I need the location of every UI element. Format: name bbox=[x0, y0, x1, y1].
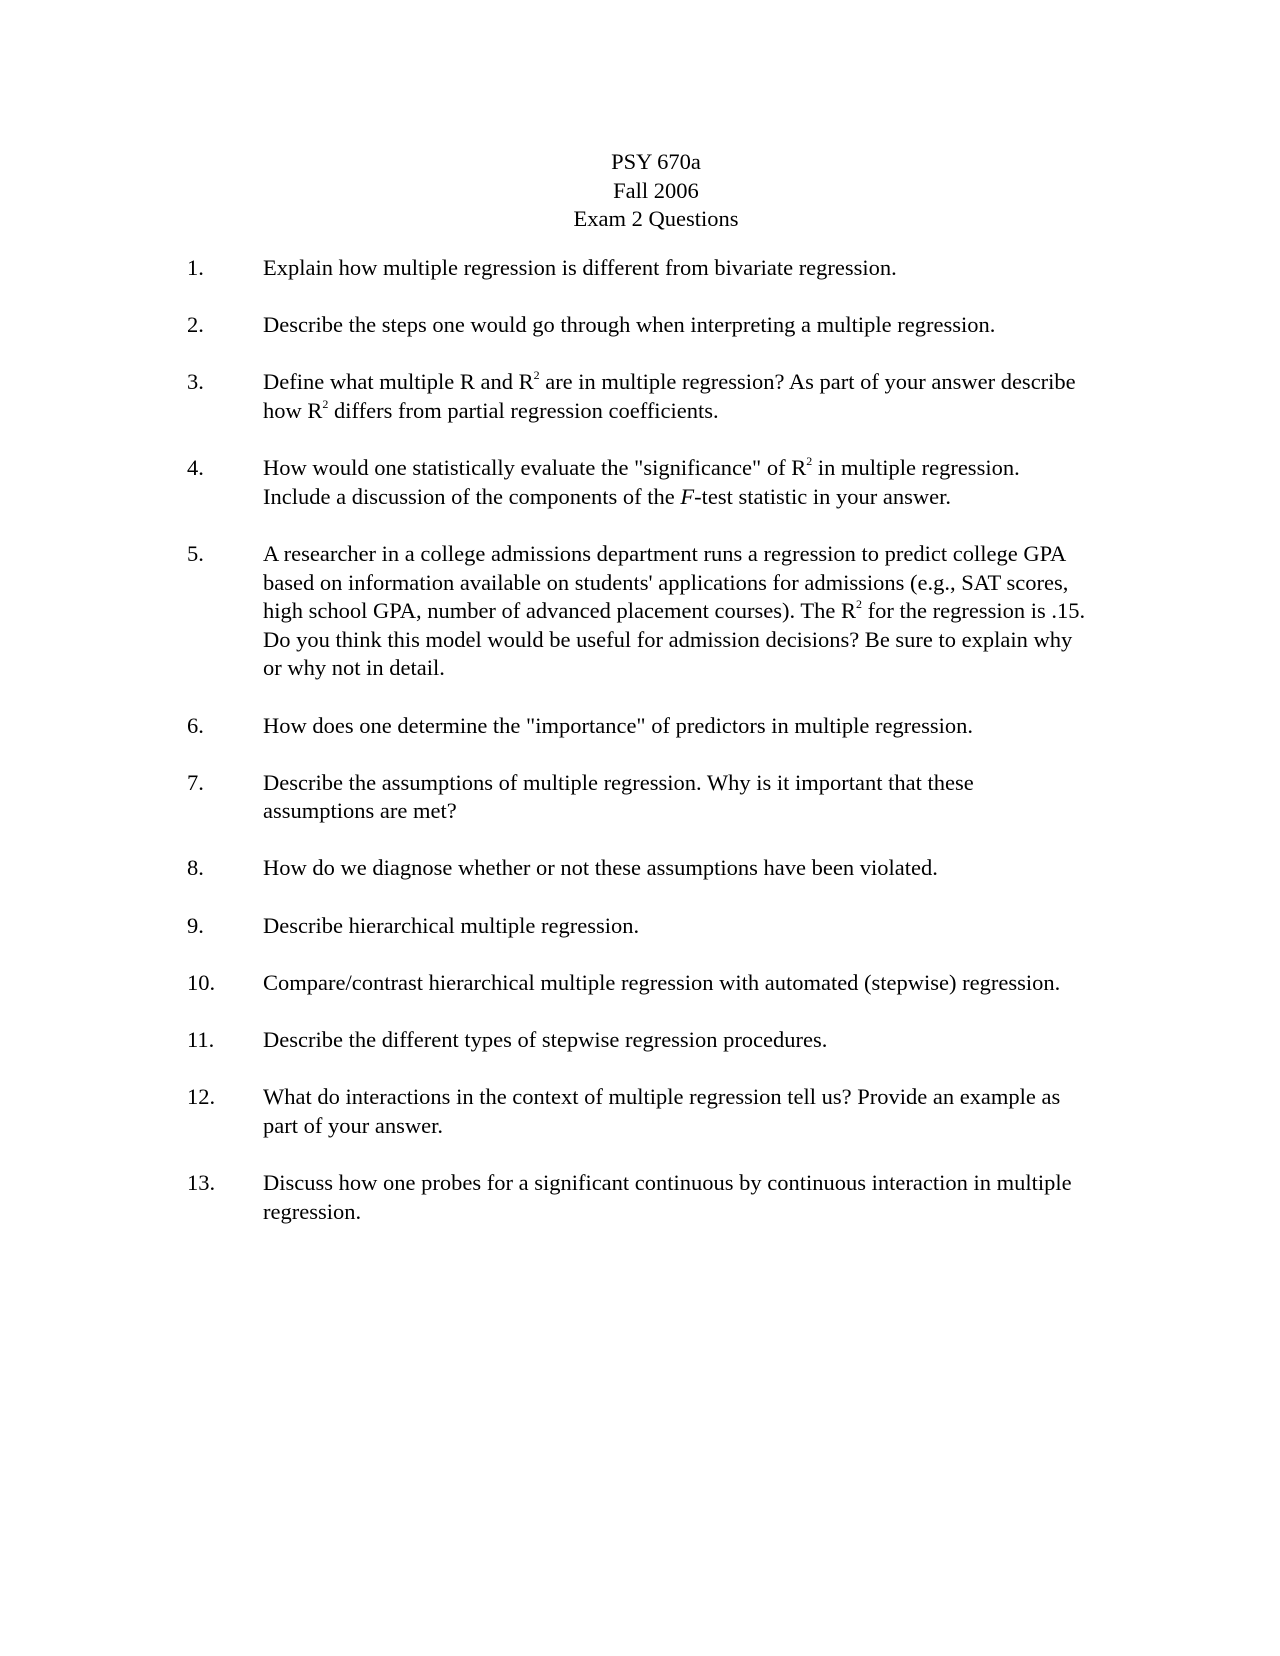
question-item bbox=[187, 712, 1087, 741]
question-item bbox=[187, 254, 1087, 283]
question-text-segment: in multiple regression. Include a discussion of the components of the bbox=[263, 455, 1020, 509]
question-text-segment: Define what multiple R and R bbox=[263, 369, 534, 395]
question-text-segment: How would one statistically evaluate the "significance" of R bbox=[263, 455, 807, 481]
question-number: 4. bbox=[187, 455, 204, 481]
question-text-segment: are in multiple regression? As part of your answer describe how R bbox=[263, 369, 1076, 423]
question-text: How do we diagnose whether or not these assumptions have been violated. bbox=[263, 855, 938, 881]
question-number: 13. bbox=[187, 1170, 216, 1195]
question-list bbox=[187, 254, 1087, 1255]
question-text: Describe the assumptions of multiple regression. Why is it important that these assumptions are met? bbox=[263, 769, 974, 824]
question-number: 3. bbox=[187, 369, 204, 395]
question-item bbox=[187, 969, 1087, 998]
question-item bbox=[187, 1026, 1087, 1055]
question-item bbox=[187, 368, 1087, 425]
question-item bbox=[187, 854, 1087, 883]
question-item bbox=[187, 540, 1087, 683]
question-text: Describe the steps one would go through when interpreting a multiple regression. bbox=[263, 312, 996, 338]
question-number: 8. bbox=[187, 855, 204, 881]
question-item bbox=[187, 769, 1087, 826]
question-text: Compare/contrast hierarchical multiple regression with automated (stepwise) regression. bbox=[263, 969, 1061, 995]
question-number: 11. bbox=[187, 1027, 215, 1053]
superscript: 2 bbox=[856, 597, 862, 612]
question-number: 7. bbox=[187, 769, 204, 795]
question-text-segment: A researcher in a college admissions department runs a regression to predict college GPA based on information available on students' applications for admissions (e.g., SAT scores, high school GPA, number of advanced placement courses). The R bbox=[263, 540, 1069, 624]
question-number: 9. bbox=[187, 912, 204, 938]
document-header bbox=[0, 148, 1280, 234]
question-number: 2. bbox=[187, 312, 204, 338]
question-text-segment: for the regression is .15. Do you think this model would be useful for admission decisions? Be sure to explain why or why not in detail. bbox=[263, 598, 1086, 681]
question-item bbox=[187, 912, 1087, 941]
question-text: Discuss how one probes for a significant continuous by continuous interaction in multiple regression. bbox=[263, 1170, 1072, 1224]
document-title: Exam 2 Questions bbox=[573, 206, 739, 232]
question-item bbox=[187, 1083, 1087, 1140]
question-text bbox=[263, 368, 1087, 425]
italic-variable: F bbox=[680, 483, 695, 509]
question-text-segment: differs from partial regression coefficients. bbox=[328, 397, 719, 423]
superscript: 2 bbox=[533, 368, 540, 383]
question-text: Explain how multiple regression is different from bivariate regression. bbox=[263, 255, 897, 280]
question-item bbox=[187, 454, 1087, 511]
term: Fall 2006 bbox=[613, 177, 699, 203]
question-text: How does one determine the "importance" of predictors in multiple regression. bbox=[263, 712, 974, 738]
question-text bbox=[263, 540, 1087, 683]
question-text: What do interactions in the context of multiple regression tell us? Provide an example as part of your answer. bbox=[263, 1084, 1061, 1138]
superscript: 2 bbox=[322, 396, 329, 411]
question-text: Describe hierarchical multiple regression. bbox=[263, 912, 640, 938]
question-text: Describe the different types of stepwise regression procedures. bbox=[263, 1027, 828, 1053]
question-item bbox=[187, 1169, 1087, 1226]
question-number: 5. bbox=[187, 540, 204, 566]
question-item bbox=[187, 311, 1087, 340]
question-text-segment: -test statistic in your answer. bbox=[694, 483, 951, 509]
superscript: 2 bbox=[806, 454, 813, 469]
question-text bbox=[263, 454, 1087, 511]
question-number: 1. bbox=[187, 255, 204, 280]
question-number: 6. bbox=[187, 712, 204, 738]
course-code: PSY 670a bbox=[611, 149, 701, 174]
question-number: 10. bbox=[187, 969, 216, 995]
question-number: 12. bbox=[187, 1084, 216, 1110]
